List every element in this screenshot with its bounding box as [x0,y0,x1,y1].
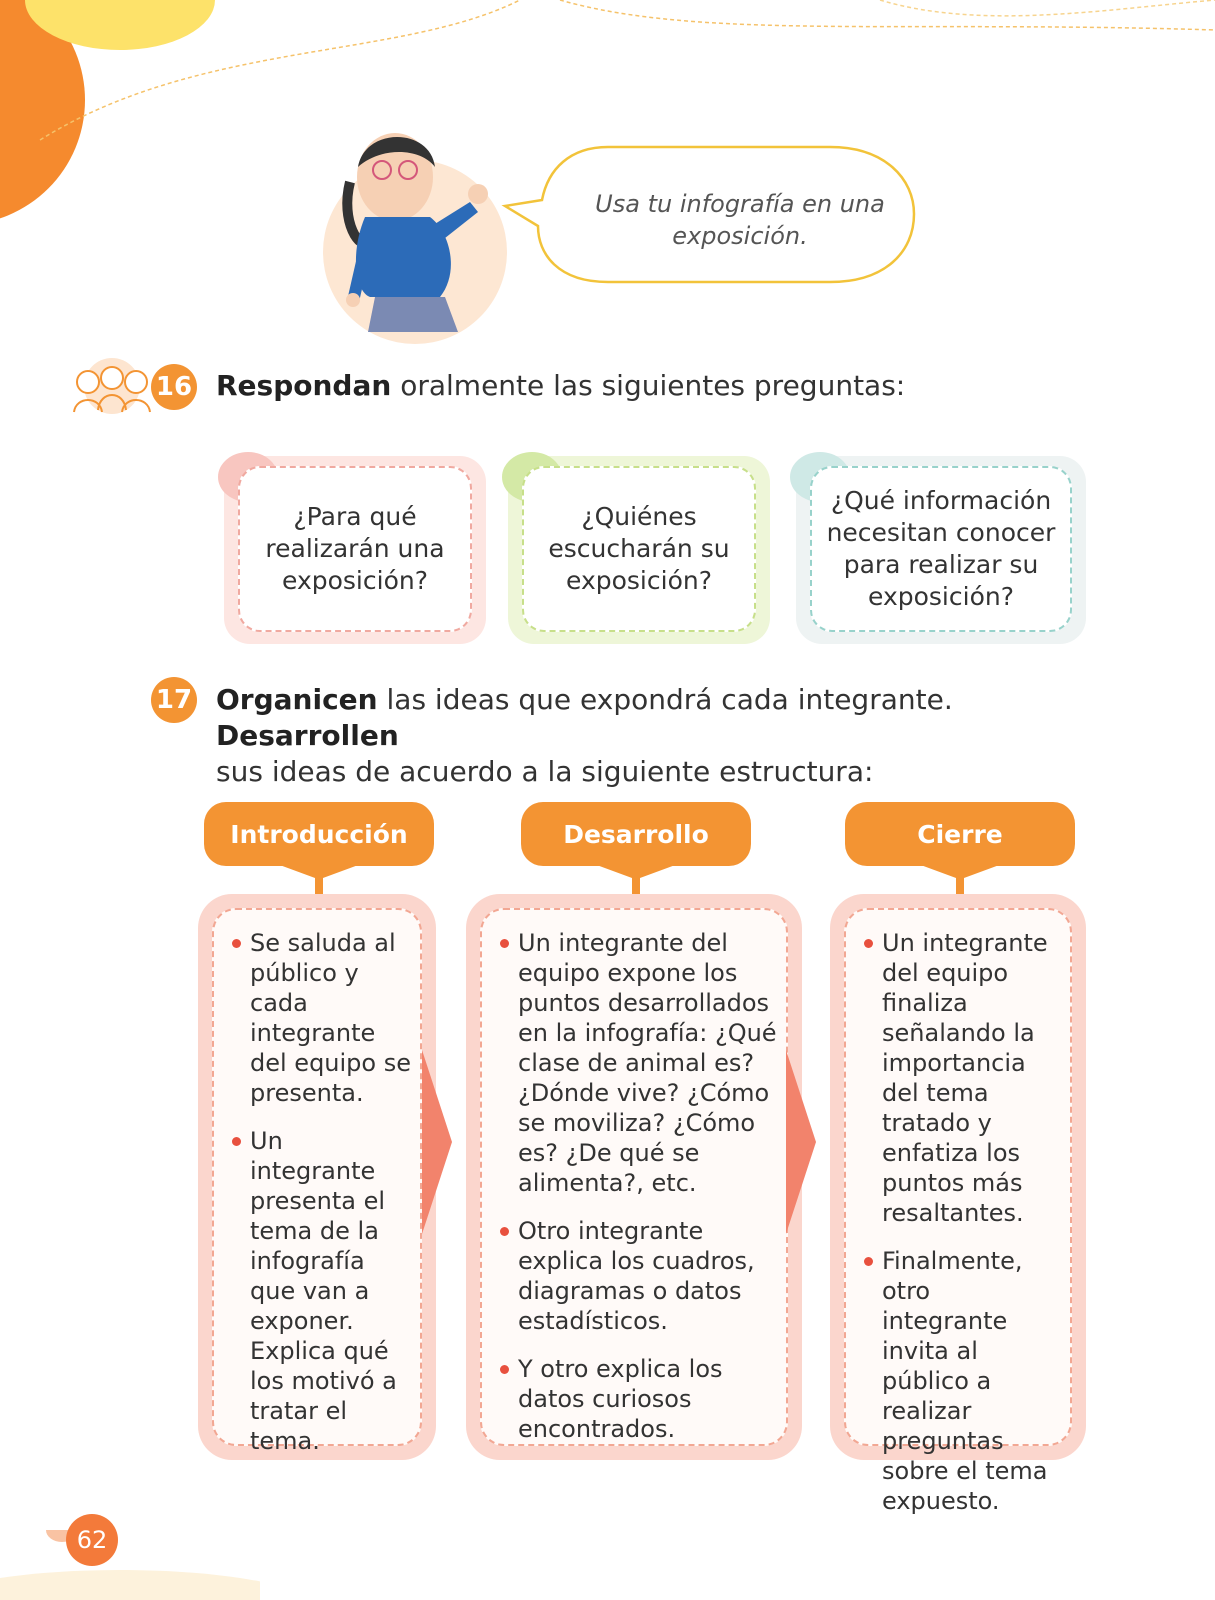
group-icon [66,356,158,414]
column-desarrollo [466,894,802,1460]
activity-16-instruction [216,368,905,404]
activity-17-instruction [216,682,1116,790]
column-cierre [830,894,1086,1515]
header-pointer-1 [277,864,361,898]
question-1-text: ¿Para qué realizarán una exposición? [238,466,472,632]
column-introduccion [198,894,436,1460]
activity-17-verb-1: Organicen [216,683,378,716]
activity-17-verb-2: Desarrollen [216,719,399,752]
header-pointer-3 [918,864,1002,898]
list-item: Se saluda al público y cada integrante del equipo se presenta. [230,928,412,1108]
list-item: Otro integrante explica los cuadros, diagramas o datos estadísticos. [498,1216,778,1336]
list-item: Un integrante del equipo finaliza señalando la importancia del tema tratado y enfatiza los puntos más resaltantes. [862,928,1062,1228]
header-pointer-2 [594,864,678,898]
activity-17-text-1: las ideas que expondrá cada integrante. [377,683,953,716]
activity-17-text-2: sus ideas de acuerdo a la siguiente estructura: [216,755,874,788]
activity-16-verb: Respondan [216,369,392,402]
list-item: Un integrante presenta el tema de la infografía que van a exponer. Explica qué los motivó a tratar el tema. [230,1126,412,1456]
list-item: Finalmente, otro integrante invita al público a realizar preguntas sobre el tema expuesto. [862,1246,1062,1516]
speech-bubble-text: Usa tu infografía en una exposición. [595,190,885,250]
footer-decoration [0,1530,260,1600]
activity-16-number: 16 [151,364,197,410]
list-item: Un integrante del equipo expone los puntos desarrollados en la infografía: ¿Qué clase de animal es? ¿Dónde vive? ¿Cómo se moviliza? ¿Cómo es? ¿De qué se alimenta?, etc. [498,928,778,1198]
question-card-3 [796,456,1086,644]
activity-17-number: 17 [151,677,197,723]
arrow-right-icon [784,1050,818,1234]
introduccion-list [230,928,412,1474]
question-3-text: ¿Qué información necesitan conocer para realizar su exposición? [810,466,1072,632]
activity-16-text: oralmente las siguientes preguntas: [391,369,906,402]
desarrollo-list [498,928,778,1462]
question-card-1 [224,456,486,644]
header-desarrollo: Desarrollo [521,802,751,866]
arrow-right-icon [420,1050,454,1234]
page-number: 62 [66,1514,118,1566]
header-cierre: Cierre [845,802,1075,866]
list-item: Y otro explica los datos curiosos encontrados. [498,1354,778,1444]
cierre-list [862,928,1062,1534]
question-2-text: ¿Quiénes escucharán su exposición? [522,466,756,632]
header-introduccion: Introducción [204,802,434,866]
girl-illustration [320,122,520,352]
question-card-2 [508,456,770,644]
